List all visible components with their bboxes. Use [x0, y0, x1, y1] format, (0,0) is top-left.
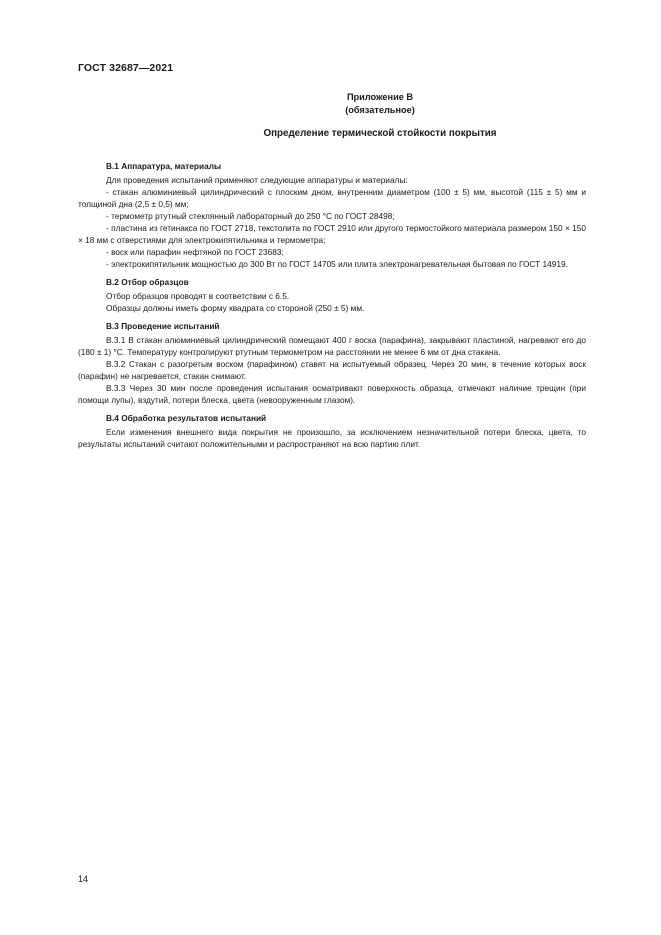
paragraph: В.3.2 Стакан с разогретым воском (парафином) ставят на испытуемый образец. Через 20 мин, в течение которых воск (парафин) не нагревается, стакан снимают. — [78, 359, 586, 381]
page-number: 14 — [78, 874, 89, 884]
section-title-b3: В.3 Проведение испытаний — [106, 321, 220, 331]
paragraph: В.3.1 В стакан алюминиевый цилиндрический помещают 400 г воска (парафина), закрывают пластиной, нагревают его до (180 ± 1) °С. Температуру контролируют ртутным термометром на расстоянии не менее 6 мм от дна стакана. — [78, 335, 586, 357]
section-title-b1: В.1 Аппаратура, материалы — [106, 161, 222, 171]
list-item: - термометр ртутный стеклянный лабораторный до 250 °С по ГОСТ 28498; — [106, 211, 395, 221]
paragraph: Для проведения испытаний применяют следующие аппаратуры и материалы: — [106, 175, 408, 185]
appendix-label: Приложение В — [346, 92, 414, 102]
appendix-heading — [280, 91, 480, 117]
paragraph: Образцы должны иметь форму квадрата со стороной (250 ± 5) мм. — [106, 303, 365, 313]
section-title-b4: В.4 Обработка результатов испытаний — [106, 413, 267, 423]
list-item: - воск или парафин нефтяной по ГОСТ 23683; — [106, 247, 284, 257]
list-item: - стакан алюминиевый цилиндрический с плоским дном, внутренним диаметром (100 ± 5) мм, высотой (115 ± 5) мм и толщиной дна (2,5 ± 0,5) мм; — [78, 187, 586, 209]
list-item: - пластина из гетинакса по ГОСТ 2718, текстолита по ГОСТ 2910 или другого термостойкого материала размером 150 × 150 × 18 мм с отверстиями для электрокипятильника и термометра; — [78, 223, 586, 245]
paragraph: Если изменения внешнего вида покрытия не произошло, за исключением незначительной потери блеска, цвета, то результаты испытаний считают положительными и распространяют на всю партию плит. — [78, 427, 586, 449]
section-title-b2: В.2 Отбор образцов — [106, 277, 189, 287]
document-code: ГОСТ 32687—2021 — [78, 62, 174, 74]
appendix-status: (обязательное) — [345, 105, 415, 115]
appendix-title: Определение термической стойкости покрытия — [263, 128, 497, 139]
paragraph: Отбор образцов проводят в соответствии с 6.5. — [106, 291, 290, 301]
document-body — [78, 160, 586, 450]
paragraph: В.3.3 Через 30 мин после проведения испытания осматривают поверхность образца, отмечают наличие трещин (при помощи лупы), вздутий, потери блеска, цвета (невооруженным глазом). — [78, 383, 586, 405]
list-item: - электрокипятильник мощностью до 300 Вт по ГОСТ 14705 или плита электронагревательная бытовая по ГОСТ 14919. — [106, 259, 568, 269]
